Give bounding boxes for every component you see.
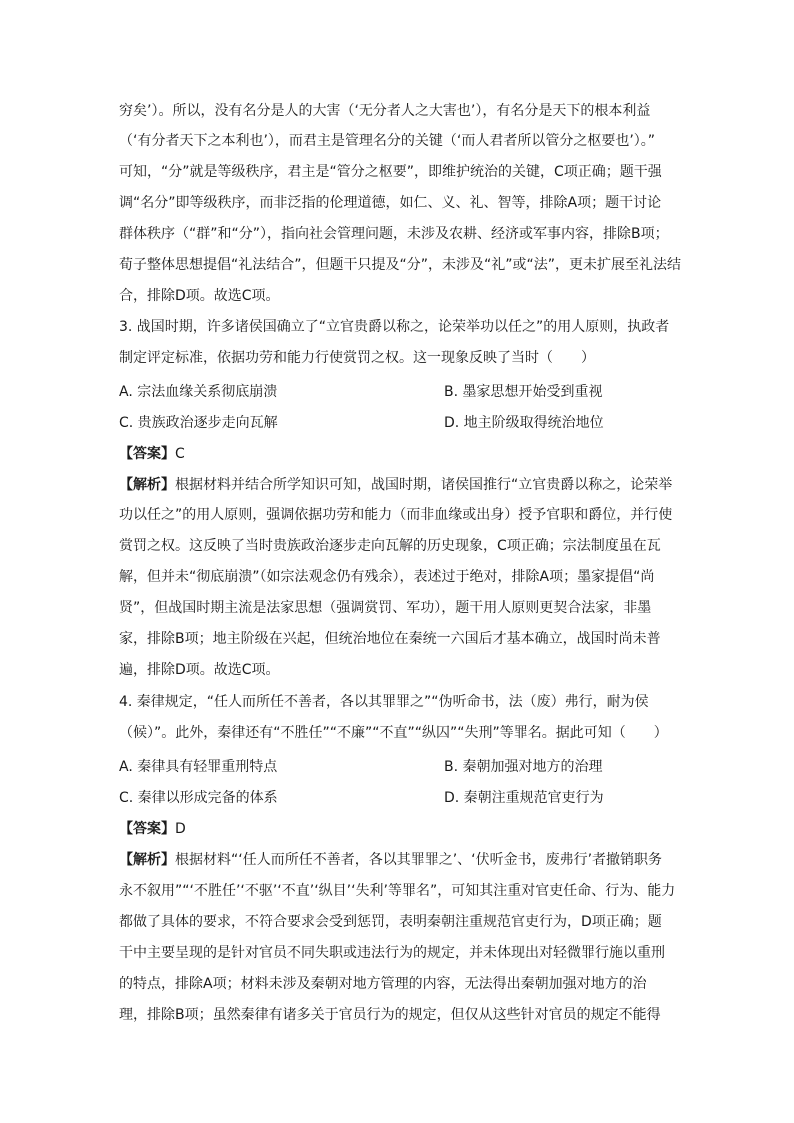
q3-analysis-line: 遍，排除D项。故选C项。 (119, 662, 280, 678)
q3-analysis-line: 解，但并未“彻底崩溃”（如宗法观念仍有残余），表述过于绝对，排除A项；墨家提倡“尚 (119, 569, 655, 585)
q3-answer (119, 444, 679, 464)
analysis-label: 【解析】 (119, 852, 175, 868)
q3-analysis-line: 家，排除B项；地主阶级在兴起，但统治地位在秦统一六国后才基本确立，战国时尚未普 (119, 631, 661, 647)
question-3-stem: 3. 战国时期，许多诸侯国确立了“立官贵爵以称之，论荣举功以任之”的用人原则，执政者 (119, 319, 670, 335)
answer-value: D (175, 821, 186, 837)
q4-analysis-line: 理，排除B项；虽然秦律有诸多关于官员行为的规定，但仅从这些针对官员的规定不能得 (119, 1007, 661, 1023)
answer-label: 【答案】 (119, 446, 175, 462)
q4-analysis-line: 【解析】根据材料“‘任人而所任不善者，各以其罪罪之’、‘伏听金书，废弗行’者撤销职务 (119, 852, 663, 868)
question-4-stem: 4. 秦律规定，“任人而所任不善者，各以其罪罪之”“伪听命书，法（废）弗行，耐为侯 (119, 694, 649, 710)
answer-value: C (175, 446, 185, 462)
question-4-stem: （候）”。此外，秦律还有“不胜任”“不廉”“不直”“纵囚”“失刑”等罪名。据此可知（ ） (119, 725, 668, 741)
text-line: 可知，“分”就是等级秩序，君主是“管分之枢要”，即维护统治的关键，C项正确；题干强 (119, 164, 662, 180)
q3-analysis-line: 【解析】根据材料并结合所学知识可知，战国时期，诸侯国推行“立官贵爵以称之，论荣举 (119, 477, 673, 493)
analysis-label: 【解析】 (119, 477, 175, 493)
q4-option-d: D. 秦朝注重规范官吏行为 (444, 790, 604, 806)
text-line: 调“名分”即等级秩序，而非泛指的伦理道德，如仁、义、礼、智等，排除A项；题干讨论 (119, 195, 662, 211)
text-line: 群体秩序（“群”和“分”），指向社会管理问题，未涉及农耕、经济或军事内容，排除B项； (119, 226, 669, 242)
q3-option-c: C. 贵族政治逐步走向瓦解 (119, 415, 278, 431)
text-line: （‘有分者天下之本利也’），而君主是管理名分的关键（‘而人君者所以管分之枢要也’）。” (119, 133, 656, 149)
text-line: 合，排除D项。故选C项。 (119, 288, 280, 304)
q3-analysis-line: 赏罚之权。这反映了当时贵族政治逐步走向瓦解的历史现象，C项正确；宗法制度虽在瓦 (119, 538, 661, 554)
answer-label: 【答案】 (119, 821, 175, 837)
q3-option-a: A. 宗法血缘关系彻底崩溃 (119, 384, 278, 400)
q4-analysis-line: 的特点，排除A项；材料未涉及秦朝对地方管理的内容，无法得出秦朝加强对地方的治 (119, 976, 647, 992)
q4-option-c: C. 秦律以形成完备的体系 (119, 790, 278, 806)
q4-analysis-line: 都做了具体的要求，不符合要求会受到惩罚，表明秦朝注重规范官吏行为，D项正确；题 (119, 914, 662, 930)
text-line: 穷矣’）。所以，没有名分是人的大害（‘无分者人之大害也’），有名分是天下的根本利益 (119, 103, 651, 119)
q4-option-b: B. 秦朝加强对地方的治理 (444, 759, 603, 775)
text-line: 荀子整体思想提倡“礼法结合”，但题干只提及“分”，未涉及“礼”或“法”，更未扩展至礼法结 (119, 257, 682, 273)
q3-option-b: B. 墨家思想开始受到重视 (444, 384, 603, 400)
q3-analysis-line: 贤”，但战国时期主流是法家思想（强调赏罚、军功），题干用人原则更契合法家，非墨 (119, 600, 652, 616)
q4-analysis-line: 干中主要呈现的是针对官员不同失职或违法行为的规定，并未体现出对轻微罪行施以重刑 (119, 945, 665, 961)
question-3-stem: 制定评定标准，依据功劳和能力行使赏罚之权。这一现象反映了当时（ ） (119, 350, 595, 366)
q3-option-d: D. 地主阶级取得统治地位 (444, 415, 604, 431)
q4-answer (119, 819, 679, 839)
q4-analysis-line: 永不叙用”“‘不胜任’‘不驱’‘不直’‘纵目’‘失利’等罪名”，可知其注重对官吏任命、行为、能力 (119, 883, 676, 899)
q4-option-a: A. 秦律具有轻罪重刑特点 (119, 759, 278, 775)
q3-analysis-line: 功以任之”的用人原则，强调依据功劳和能力（而非血缘或出身）授予官职和爵位，并行使 (119, 507, 673, 523)
